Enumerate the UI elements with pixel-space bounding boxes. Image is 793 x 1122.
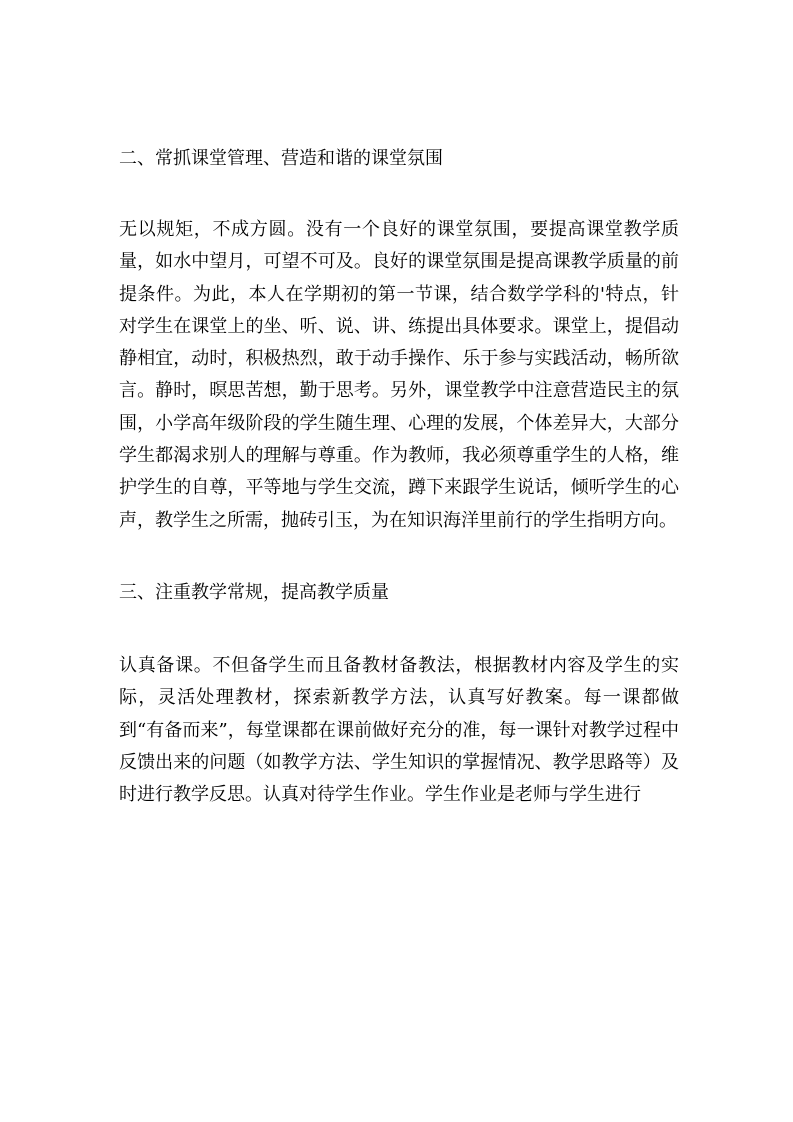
section-3-body: 认真备课。不但备学生而且备教材备教法，根据教材内容及学生的实际，灵活处理教材，探索新教学方法，认真写好教案。每一课都做到“有备而来”，每堂课都在课前做好充分的准，每一课针对教学过程中反馈出来的问题（如教学方法、学生知识的掌握情况、教学思路等）及时进行教学反思。认真对待学生作业。学生作业是老师与学生进行 — [119, 654, 679, 806]
section-3-title: 三、注重教学常规，提高教学质量 — [119, 581, 389, 603]
section-2-body: 无以规矩，不成方圆。没有一个良好的课堂氛围，要提高课堂教学质量，如水中望月，可望不可及。良好的课堂氛围是提高课教学质量的前提条件。为此，本人在学期初的第一节课，结合数学学科的'特点，针对学生在课堂上的坐、听、说、讲、练提出具体要求。课堂上，提倡动静相宜，动时，积极热烈，敢于动手操作、乐于参与实践活动，畅所欲言。静时，暝思苦想，勤于思考。另外，课堂教学中注意营造民主的氛围，小学高年级阶段的学生随生理、心理的发展，个体差异大，大部分学生都渴求别人的理解与尊重。作为教师，我必须尊重学生的人格，维护学生的自尊，平等地与学生交流，蹲下来跟学生说话，倾听学生的心声，教学生之所需，抛砖引玉，为在知识海洋里前行的学生指明方向。 — [119, 219, 679, 531]
document-content — [119, 145, 679, 811]
section-2-title: 二、常抓课堂管理、营造和谐的课堂氛围 — [119, 148, 443, 169]
